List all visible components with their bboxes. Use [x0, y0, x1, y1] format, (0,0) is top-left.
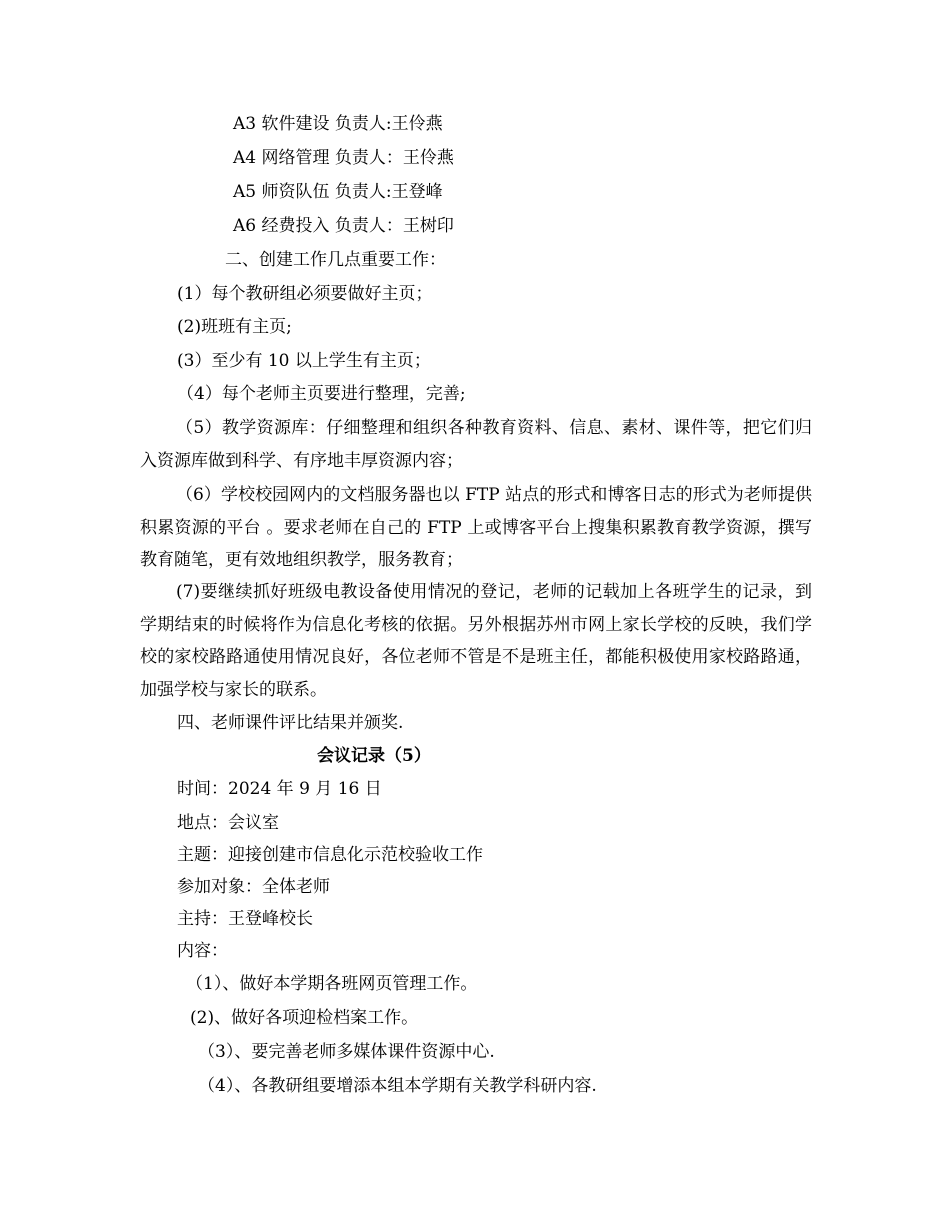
responsibility-a6: A6 经费投入 负责人：王树印 [233, 216, 454, 236]
section-two-item-5: （5）教学资源库：仔细整理和组织各种教育资料、信息、素材、课件等，把它们归入资源库做到科学、有序地丰厚资源内容； [140, 418, 812, 471]
responsibility-a5: A5 师资队伍 负责人:王登峰 [233, 182, 443, 202]
section-two-item-6: （6）学校校园网内的文档服务器也以 FTP 站点的形式和博客日志的形式为老师提供积累资源的平台 。要求老师在自己的 FTP 上或博客平台上搜集积累教育教学资源，撰写教育随笔，更有效地组织教学，服务教育； [140, 485, 812, 570]
section-two-item-4: （4）每个老师主页要进行整理，完善; [177, 384, 466, 404]
meeting-content-item-4: （4）、各教研组要增添本组本学期有关教学科研内容. [198, 1076, 597, 1096]
meeting-host: 主持：王登峰校长 [177, 909, 313, 929]
meeting-topic: 主题：迎接创建市信息化示范校验收工作 [177, 845, 483, 865]
responsibility-a3: A3 软件建设 负责人:王伶燕 [233, 114, 443, 134]
meeting-content-item-3: （3）、要完善老师多媒体课件资源中心. [198, 1042, 495, 1062]
meeting-content-item-1: （1）、做好本学期各班网页管理工作。 [186, 974, 478, 994]
section-two-item-2: (2)班班有主页; [177, 317, 292, 337]
meeting-title: 会议记录（5） [317, 746, 431, 766]
section-two-item-1: (1）每个教研组必须要做好主页； [177, 284, 433, 304]
section-two-item-3: (3）至少有 10 以上学生有主页； [177, 351, 431, 371]
section-two-heading: 二、创建工作几点重要工作： [225, 250, 446, 270]
meeting-content-item-2: (2)、做好各项迎检档案工作。 [190, 1008, 419, 1028]
meeting-time: 时间：2024 年 9 月 16 日 [177, 779, 382, 799]
meeting-content-label: 内容： [177, 941, 228, 961]
section-two-item-7: (7)要继续抓好班级电教设备使用情况的登记，老师的记载加上各班学生的记录，到学期结束的时候将作为信息化考核的依据。另外根据苏州市网上家长学校的反映，我们学校的家校路路通使用情况良好，各位老师不管是不是班主任，都能积极使用家校路路通，加强学校与家长的联系。 [140, 582, 812, 700]
meeting-place: 地点：会议室 [177, 813, 279, 833]
section-four-line: 四、老师课件评比结果并颁奖. [177, 713, 404, 733]
responsibility-a4: A4 网络管理 负责人：王伶燕 [233, 148, 454, 168]
meeting-attendees: 参加对象：全体老师 [177, 877, 330, 897]
